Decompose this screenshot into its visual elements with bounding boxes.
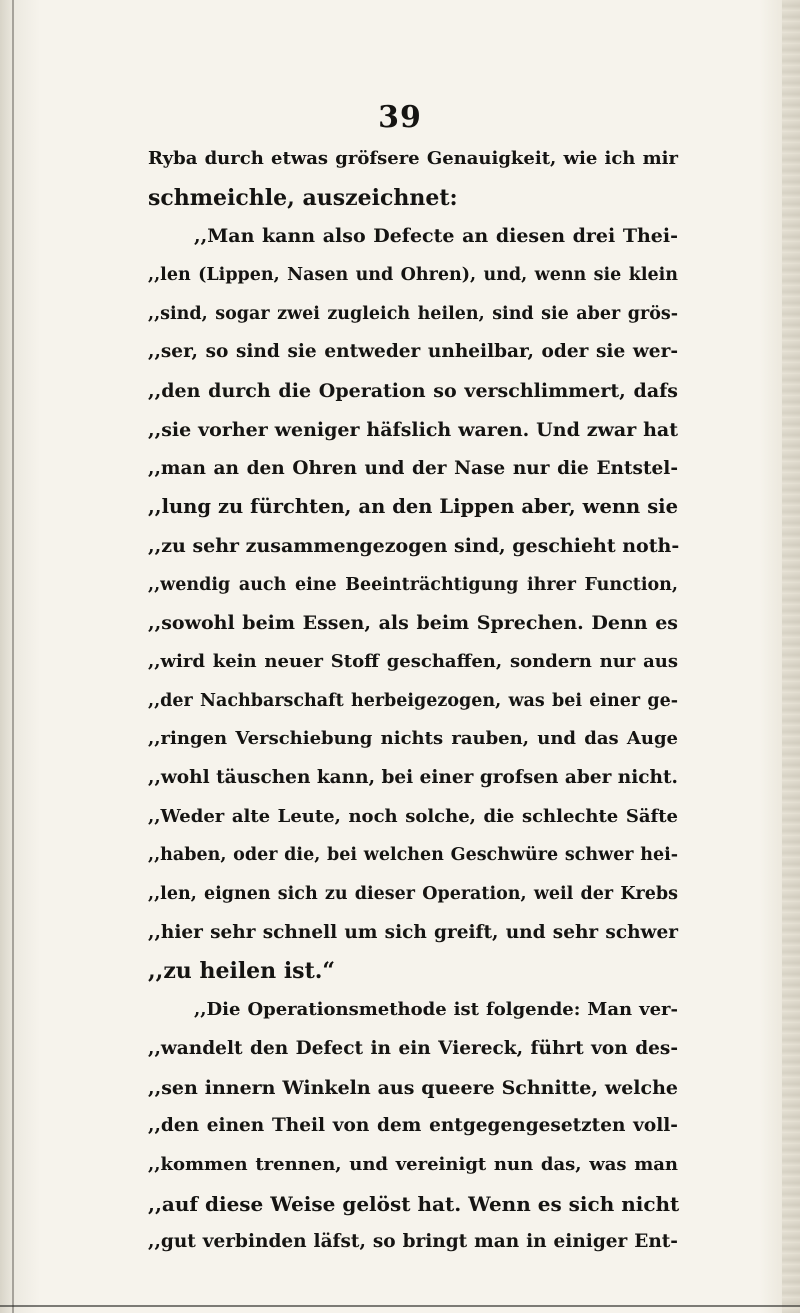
- text-line: ,,man an den Ohren und der Nase nur die Entstel-: [148, 457, 678, 479]
- text-line: ,,wandelt den Defect in ein Viereck, führt von des-: [148, 1037, 678, 1059]
- text-line: ,,zu heilen ist.“: [148, 958, 336, 985]
- text-line: ,,ser, so sind sie entweder unheilbar, oder sie wer-: [148, 341, 678, 363]
- text-line: ,,der Nachbarschaft herbeigezogen, was bei einer ge-: [148, 690, 678, 711]
- gutter-line: [12, 0, 14, 1313]
- text-line: ,,sen innern Winkeln aus queere Schnitte, welche: [148, 1076, 678, 1099]
- page-edge: [782, 0, 800, 1313]
- text-line: ,,wird kein neuer Stoff geschaffen, sondern nur aus: [148, 650, 678, 672]
- text-line: ,,gut verbinden läfst, so bringt man in einiger Ent-: [148, 1231, 678, 1253]
- text-line: Ryba durch etwas gröfsere Genauigkeit, wie ich mir: [148, 148, 678, 169]
- text-line: ,,ringen Verschiebung nichts rauben, und das Auge: [148, 728, 678, 750]
- text-line: ,,sind, sogar zwei zugleich heilen, sind sie aber grös-: [148, 303, 678, 324]
- text-line: ,,Man kann also Defecte an diesen drei Thei-: [194, 225, 678, 248]
- text-line: ,,zu sehr zusammengezogen sind, geschieht noth-: [148, 534, 680, 557]
- text-line: ,,auf diese Weise gelöst hat. Wenn es sich nicht: [148, 1191, 680, 1216]
- text-line: ,,sowohl beim Essen, als beim Sprechen. Denn es: [148, 612, 678, 635]
- text-line: ,,Weder alte Leute, noch solche, die schlechte Säfte: [148, 805, 678, 827]
- text-line: ,,len, eignen sich zu dieser Operation, weil der Krebs: [148, 884, 678, 905]
- text-line: ,,wendig auch eine Beeinträchtigung ihrer Function,: [148, 574, 678, 595]
- text-line: ,,den einen Theil von dem entgegengesetzten voll-: [148, 1115, 678, 1137]
- text-line: ,,wohl täuschen kann, bei einer grofsen aber nicht.: [148, 767, 678, 788]
- bottom-rule: [0, 1305, 800, 1307]
- page-number: 39: [378, 100, 422, 135]
- text-line: ,,sie vorher weniger häfslich waren. Und zwar hat: [148, 418, 678, 441]
- text-line: ,,kommen trennen, und vereinigt nun das, was man: [148, 1153, 678, 1175]
- text-line: ,,len (Lippen, Nasen und Ohren), und, wenn sie klein: [148, 265, 678, 286]
- text-line: ,,Die Operationsmethode ist folgende: Man ver-: [194, 999, 678, 1021]
- text-line: schmeichle, auszeichnet:: [148, 184, 458, 211]
- body-text: [148, 140, 678, 1262]
- text-line: ,,haben, oder die, bei welchen Geschwüre schwer hei-: [148, 845, 678, 866]
- text-line: ,,den durch die Operation so verschlimmert, dafs: [148, 380, 678, 403]
- text-line: ,,hier sehr schnell um sich greift, und sehr schwer: [148, 921, 678, 943]
- text-line: ,,lung zu fürchten, an den Lippen aber, wenn sie: [148, 495, 678, 519]
